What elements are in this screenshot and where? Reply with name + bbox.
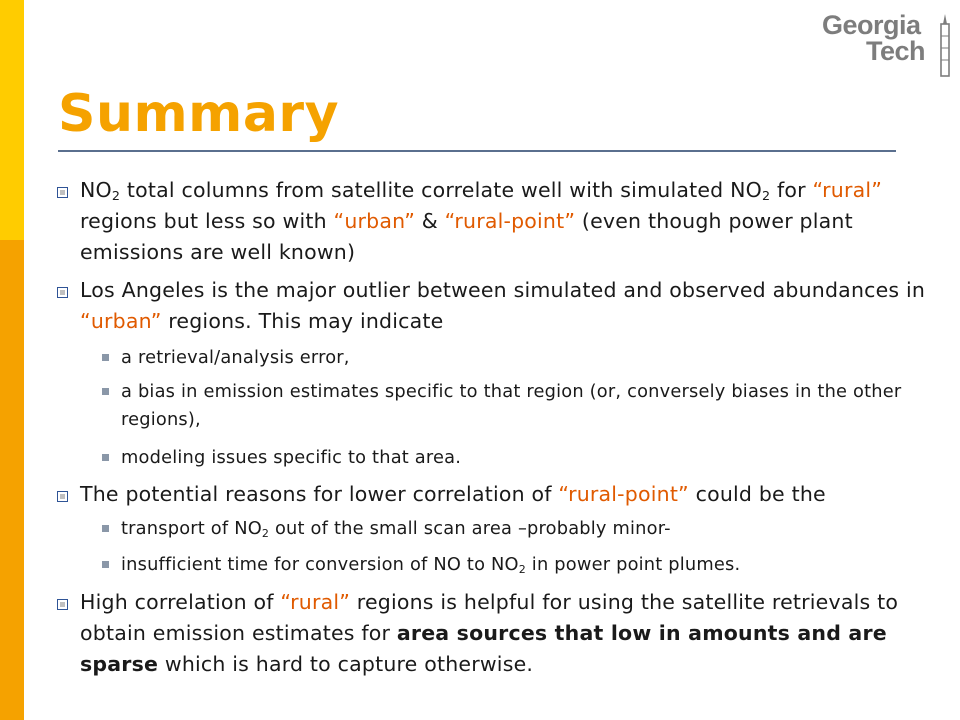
emphasized-text: area sources that low in amounts and are sparse [80, 621, 887, 676]
bullet-item: The potential reasons for lower correlation of “rural-point” could be the [80, 479, 940, 510]
slide-title: Summary [58, 84, 339, 144]
bullet-item: High correlation of “rural” regions is helpful for using the satellite retrievals to obtain emission estimates for area sources that low in amounts and are sparse which is hard to capture otherwise. [80, 587, 940, 680]
title-divider [58, 150, 896, 152]
tech-tower-icon [938, 14, 952, 78]
sub-bullet-item: modeling issues specific to that area. [121, 444, 921, 472]
quoted-term: “urban” [80, 309, 162, 333]
bullet-marker-icon [57, 287, 68, 298]
quoted-term: “rural” [812, 178, 883, 202]
quoted-term: “rural-point” [558, 482, 689, 506]
quoted-term: “rural” [280, 590, 351, 614]
left-accent-bar-bottom [0, 240, 24, 720]
sub-bullet-item: a bias in emission estimates specific to that region (or, conversely biases in the other regions), [121, 378, 921, 434]
sub-bullet-marker-icon [102, 454, 109, 461]
sub-bullet-marker-icon [102, 388, 109, 395]
logo-word-tech: Tech [866, 36, 926, 66]
sub-bullet-item: insufficient time for conversion of NO to $NO_2$ in power point plumes. [121, 551, 921, 579]
logo-word-georgia: Georgia [822, 10, 921, 40]
bullet-item: $NO_2$ total columns from satellite correlate well with simulated $NO_2$ for “rural” regions but less so with “urban” & “rural-point” (even though power plant emissions are well known) [80, 175, 940, 268]
quoted-term: “rural-point” [444, 209, 576, 233]
bullet-marker-icon [57, 187, 68, 198]
georgia-tech-logo [822, 10, 952, 80]
bullet-item: Los Angeles is the major outlier between simulated and observed abundances in “urban” regions. This may indicate [80, 275, 940, 337]
left-accent-bar-top [0, 0, 24, 240]
sub-bullet-marker-icon [102, 561, 109, 568]
sub-bullet-marker-icon [102, 525, 109, 532]
sub-bullet-item: transport of $NO_2$ out of the small scan area –probably minor- [121, 515, 921, 543]
sub-bullet-marker-icon [102, 354, 109, 361]
sub-bullet-item: a retrieval/analysis error, [121, 344, 921, 372]
bullet-marker-icon [57, 491, 68, 502]
quoted-term: “urban” [333, 209, 416, 233]
bullet-marker-icon [57, 599, 68, 610]
